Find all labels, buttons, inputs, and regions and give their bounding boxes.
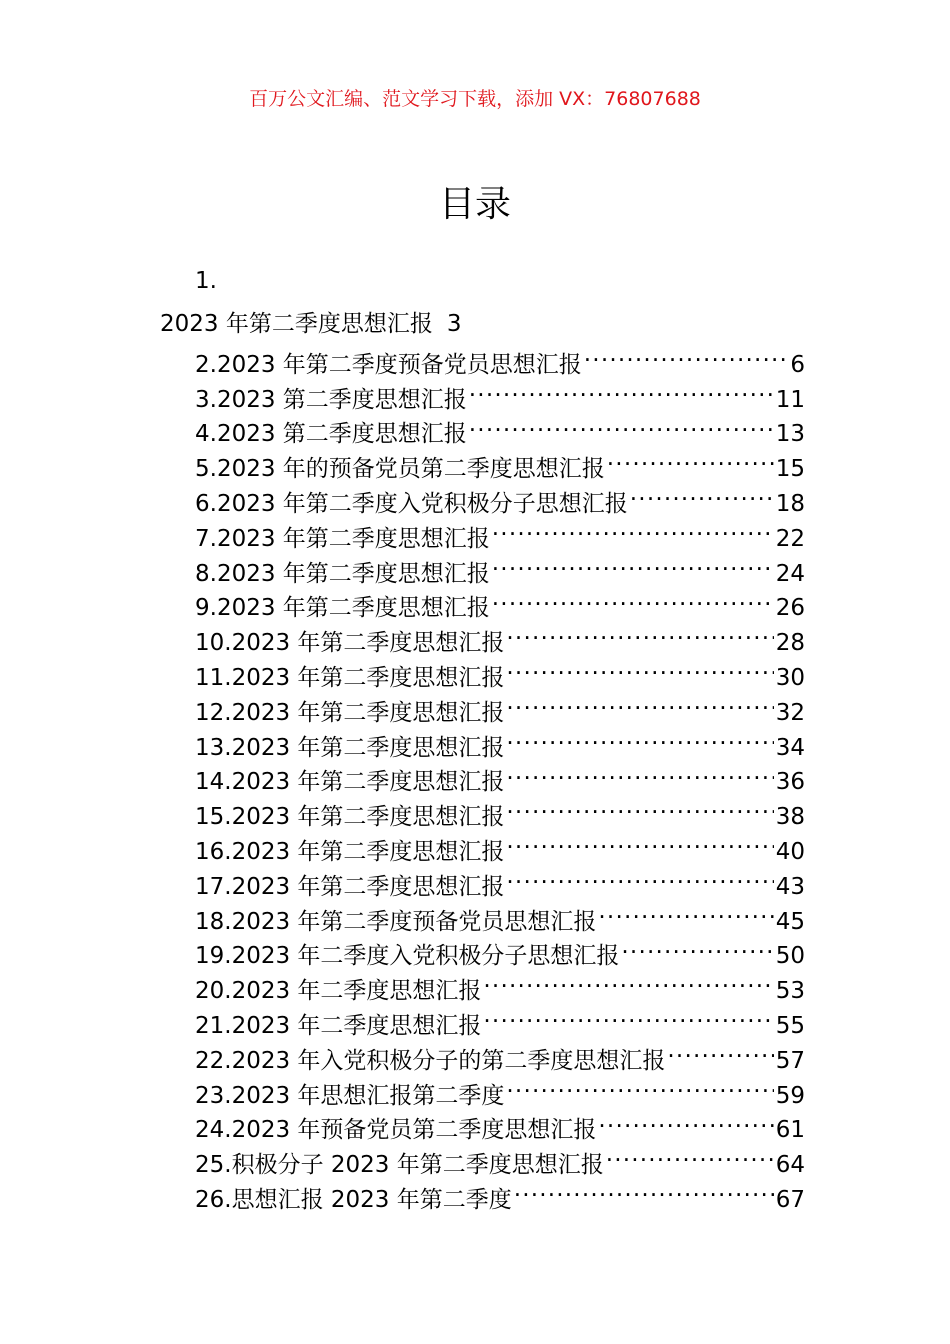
toc-entry[interactable] — [195, 337, 805, 378]
toc-entry-label: 14.2023 年第二季度思想汇报 — [195, 769, 505, 796]
toc-entry-label: 17.2023 年第二季度思想汇报 — [195, 873, 505, 900]
toc-list — [195, 337, 805, 1213]
dot-leader — [598, 1103, 773, 1138]
toc-entry-label: 10.2023 年第二季度思想汇报 — [195, 630, 505, 657]
dot-leader — [506, 1068, 773, 1103]
toc-entry-page: 55 — [775, 1012, 805, 1039]
toc-entry-label: 12.2023 年第二季度思想汇报 — [195, 699, 505, 726]
dot-leader — [630, 476, 774, 511]
toc-entry-label: 8.2023 年第二季度思想汇报 — [195, 560, 490, 587]
toc-entry-label: 13.2023 年第二季度思想汇报 — [195, 734, 505, 761]
dot-leader — [492, 581, 774, 616]
toc-entry-label: 2.2023 年第二季度预备党员思想汇报 — [195, 351, 582, 378]
dot-leader — [506, 789, 773, 824]
dot-leader — [492, 511, 774, 546]
dot-leader — [514, 1172, 774, 1207]
toc-entry-page: 40 — [775, 838, 805, 865]
toc-entry-page: 59 — [775, 1082, 805, 1109]
toc-entry-label: 22.2023 年入党积极分子的第二季度思想汇报 — [195, 1047, 666, 1074]
dot-leader — [483, 998, 773, 1033]
toc-entry-page: 28 — [775, 630, 805, 657]
toc-entry-label: 11.2023 年第二季度思想汇报 — [195, 664, 505, 691]
toc-entry-page: 53 — [775, 978, 805, 1005]
toc-entry-page: 57 — [775, 1047, 805, 1074]
toc-entry-label: 5.2023 年的预备党员第二季度思想汇报 — [195, 456, 605, 483]
toc-entry-page: 61 — [775, 1117, 805, 1144]
toc-entry-page: 18 — [775, 490, 805, 517]
toc-entry-1[interactable] — [160, 305, 462, 338]
toc-entry-label: 2023 年第二季度思想汇报 — [160, 311, 433, 337]
toc-entry-label: 23.2023 年思想汇报第二季度 — [195, 1082, 505, 1109]
toc-entry-label: 15.2023 年第二季度思想汇报 — [195, 804, 505, 831]
dot-leader — [607, 441, 774, 476]
dot-leader — [506, 824, 773, 859]
toc-entry-page: 38 — [775, 804, 805, 831]
dot-leader — [621, 929, 773, 964]
toc-entry-page: 50 — [775, 943, 805, 970]
dot-leader — [469, 372, 774, 407]
toc-entry-page: 22 — [775, 525, 805, 552]
toc-entry-label: 7.2023 年第二季度思想汇报 — [195, 525, 490, 552]
dot-leader — [667, 1033, 773, 1068]
toc-entry-page: 30 — [775, 664, 805, 691]
toc-entry-page: 26 — [775, 595, 805, 622]
toc-entry-label: 19.2023 年二季度入党积极分子思想汇报 — [195, 943, 620, 970]
toc-entry-1-number: 1. — [195, 268, 217, 294]
dot-leader — [506, 685, 773, 720]
toc-entry-page: 43 — [775, 873, 805, 900]
dot-leader — [606, 1137, 774, 1172]
toc-entry-page: 3 — [446, 311, 462, 337]
dot-leader — [506, 720, 773, 755]
toc-entry-page: 36 — [775, 769, 805, 796]
toc-entry-page: 32 — [775, 699, 805, 726]
toc-entry-label: 25.积极分子 2023 年第二季度思想汇报 — [195, 1152, 604, 1179]
toc-entry-page: 45 — [775, 908, 805, 935]
dot-leader — [469, 407, 774, 442]
toc-entry-page: 11 — [775, 386, 805, 413]
toc-entry-page: 15 — [775, 456, 805, 483]
toc-entry-page: 67 — [775, 1186, 805, 1213]
dot-leader — [598, 894, 773, 929]
dot-leader — [506, 859, 773, 894]
toc-entry-label: 9.2023 年第二季度思想汇报 — [195, 595, 490, 622]
dot-leader — [506, 650, 773, 685]
toc-entry-label: 16.2023 年第二季度思想汇报 — [195, 838, 505, 865]
toc-entry-page: 34 — [775, 734, 805, 761]
dot-leader — [492, 546, 774, 581]
header-note: 百万公文汇编、范文学习下载，添加 VX：76807688 — [249, 88, 701, 110]
toc-entry-label: 20.2023 年二季度思想汇报 — [195, 978, 482, 1005]
toc-entry-label: 4.2023 第二季度思想汇报 — [195, 421, 467, 448]
dot-leader — [506, 755, 773, 790]
toc-title: 目录 — [438, 184, 511, 225]
toc-entry-page: 24 — [775, 560, 805, 587]
toc-entry-label: 21.2023 年二季度思想汇报 — [195, 1012, 482, 1039]
toc-entry-page: 6 — [790, 351, 805, 378]
toc-entry-label: 6.2023 年第二季度入党积极分子思想汇报 — [195, 490, 628, 517]
toc-entry-label: 26.思想汇报 2023 年第二季度 — [195, 1186, 512, 1213]
toc-entry-label: 18.2023 年第二季度预备党员思想汇报 — [195, 908, 597, 935]
toc-entry-label: 3.2023 第二季度思想汇报 — [195, 386, 467, 413]
dot-leader — [506, 615, 773, 650]
dot-leader — [483, 963, 773, 998]
toc-entry-page: 64 — [775, 1152, 805, 1179]
toc-entry-page: 13 — [775, 421, 805, 448]
toc-entry-label: 24.2023 年预备党员第二季度思想汇报 — [195, 1117, 597, 1144]
dot-leader — [584, 337, 789, 372]
